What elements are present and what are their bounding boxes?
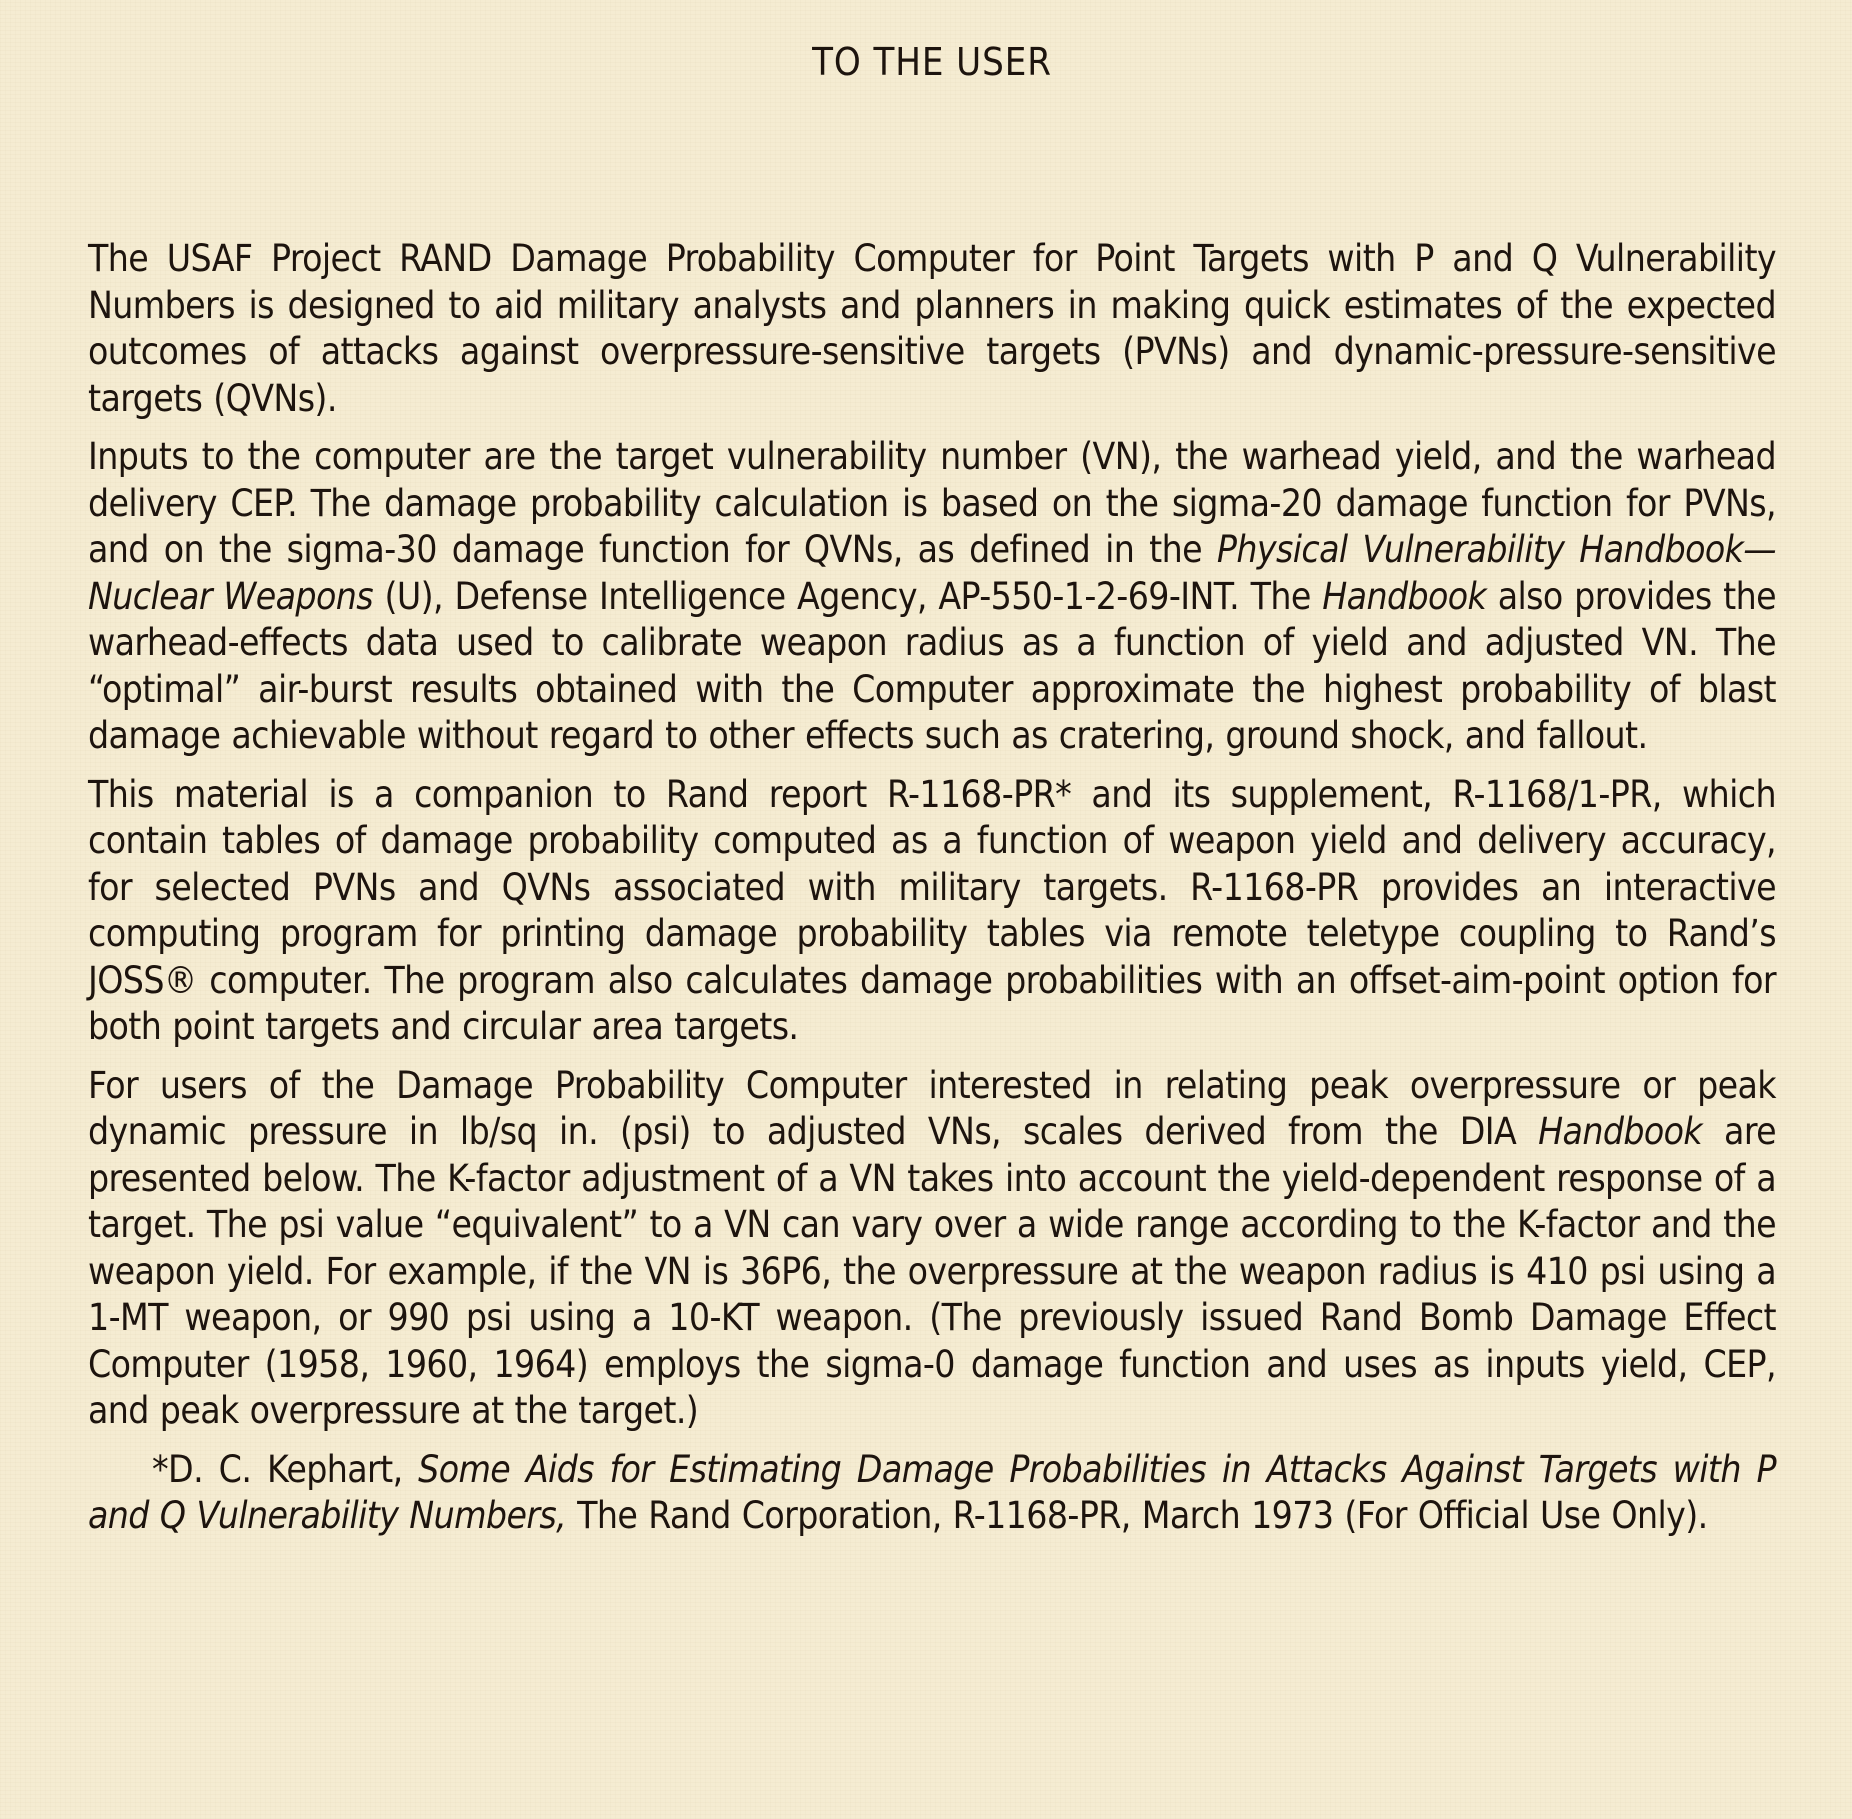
italic-text-run: Handbook [1322,574,1487,618]
italic-text-run: Some Aids for Estimating Damage Probabilities in Attacks Against Targets with P and Q Vulnerability Numbers, [88,1447,1776,1537]
text-run: The USAF Project RAND Damage Probability Computer for Point Targets with P and Q Vulnerability Numbers is designed to aid military analysts and planners in making quick estimates of the expected outcomes of attacks against overpressure-sensitive targets (PVNs) and dynamic-pressure-sensitive targets (QVNs). [88,237,1776,420]
italic-text-run: Physical Vulnerability Handbook—Nuclear Weapons [88,528,1776,618]
text-run: For users of the Damage Probability Computer interested in relating peak overpressure or peak dynamic pressure in lb/sq in. (psi) to adjusted VNs, scales derived from the DIA [88,1063,1776,1153]
text-run: also provides the warhead-effects data used to calibrate weapon radius as a function of yield and adjusted VN. The “optimal” air-burst results obtained with the Computer approximate the highest probability of blast damage achievable without regard to other effects such as cratering, ground shock, and fallout. [88,574,1776,757]
text-run: The Rand Corporation, R-1168-PR, March 1973 (For Official Use Only). [566,1494,1708,1537]
text-run: This material is a companion to Rand report R-1168-PR* and its supplement, R-1168/1-PR, which contain tables of damage probability computed as a function of weapon yield and delivery accuracy, for selected PVNs and QVNs associated with military targets. R-1168-PR provides an interactive computing program for printing damage probability tables via remote teletype coupling to Rand’s JOSS® computer. The program also calculates damage probabilities with an offset-aim-point option for both point targets and circular area targets. [88,772,1776,1048]
paragraph-users [88,1063,1776,1435]
paragraph-companion [88,772,1776,1051]
paragraph-intro [88,236,1776,422]
text-run: (U), Defense Intelligence Agency, AP-550-1-2-69-INT. The [372,574,1323,618]
document-body [88,236,1776,1552]
text-run: are presented below. The K-factor adjustment of a VN takes into account the yield-dependent response of a target. The psi value “equivalent” to a VN can vary over a wide range according to the K-factor and the weapon yield. For example, if the VN is 36P6, the overpressure at the weapon radius is 410 psi using a 1-MT weapon, or 990 psi using a 10-KT weapon. (The previously issued Rand Bomb Damage Effect Computer (1958, 1960, 1964) employs the sigma-0 damage function and uses as inputs yield, CEP, and peak overpressure at the target.) [88,1110,1776,1432]
text-run: *D. C. Kephart, [152,1447,419,1491]
page-title: TO THE USER [812,40,1052,84]
paragraph-inputs [88,434,1776,760]
footnote [88,1447,1776,1540]
italic-text-run: Handbook [1538,1110,1703,1153]
text-run: Inputs to the computer are the target vulnerability number (VN), the warhead yield, and the warhead delivery CEP. The damage probability calculation is based on the sigma-20 damage function for PVNs, and on the sigma-30 damage function for QVNs, as defined in the [88,435,1776,571]
